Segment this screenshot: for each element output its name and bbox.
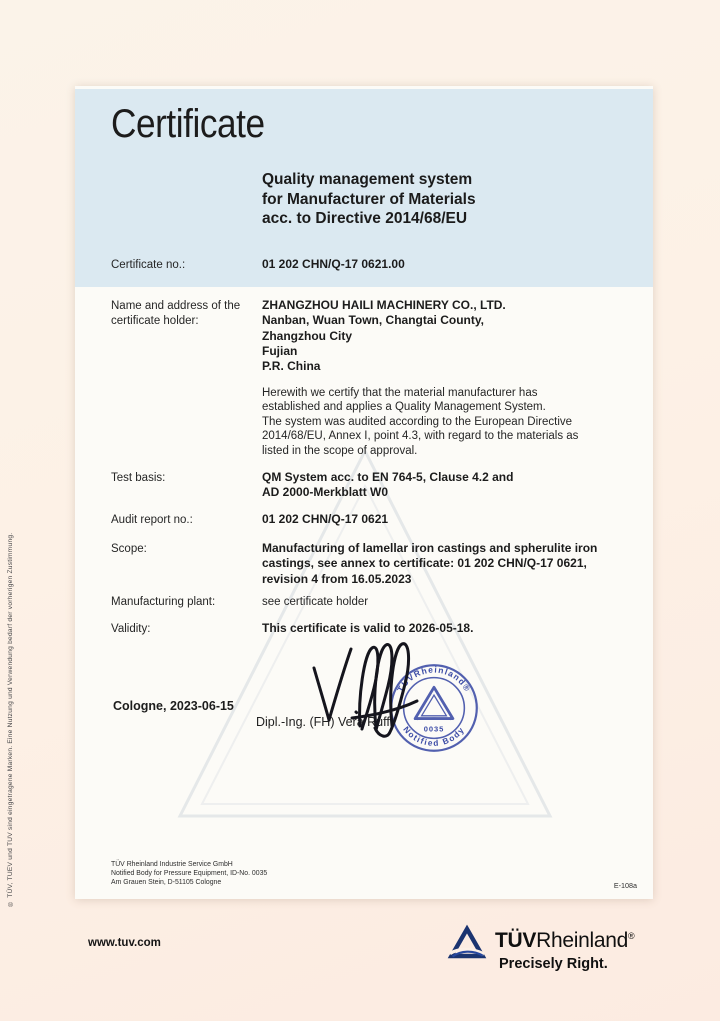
brand-tagline: Precisely Right. <box>499 956 608 972</box>
holder-value-line: Zhangzhou City <box>262 328 352 343</box>
subtitle-line: Quality management system <box>262 171 473 188</box>
signature-ink <box>308 638 420 740</box>
scope-value: Manufacturing of lamellar iron castings and spherulite iron castings, see annex to certificate: 01 202 CHN/Q-17 0621, revision 4 from 16.05.2023 <box>262 541 598 586</box>
plant-label: Manufacturing plant: <box>111 596 216 608</box>
intro-line: 2014/68/EU, Annex I, point 4.3, with regard to the materials as <box>262 430 579 443</box>
tuv-logo-triangle-icon <box>450 927 484 958</box>
brand-regular: Rheinland <box>536 929 628 952</box>
holder-value <box>262 298 506 374</box>
validity-value: This certificate is valid to 2026-05-18. <box>262 621 474 635</box>
subtitle-line: for Manufacturer of Materials <box>262 190 476 208</box>
intro-line: listed in the scope of approval. <box>262 444 418 457</box>
certification-statement <box>262 386 578 458</box>
tuv-url: www.tuv.com <box>88 937 161 949</box>
intro-line: established and applies a Quality Management System. <box>262 401 546 414</box>
certificate-no-value: 01 202 CHN/Q-17 0621.00 <box>262 257 405 271</box>
place-date: Cologne, 2023-06-15 <box>113 699 234 713</box>
issuer-line: Am Grauen Stein, D-51105 Cologne <box>111 878 222 886</box>
holder-value-line: P.R. China <box>262 359 321 374</box>
form-code: E-108a <box>613 881 637 890</box>
stamp-number: 0035 <box>423 724 445 734</box>
subtitle-line: acc. to Directive 2014/68/EU <box>262 210 468 227</box>
issuer-block <box>111 861 267 887</box>
holder-value-line: Fujian <box>262 343 298 358</box>
issuer-line: Notified Body for Pressure Equipment, ID-No. 0035 <box>111 869 268 877</box>
test-basis-label: Test basis: <box>111 472 166 484</box>
intro-line: Herewith we certify that the material manufacturer has <box>262 387 538 399</box>
scope-label: Scope: <box>111 543 147 555</box>
intro-line: The system was audited according to the European Directive <box>262 415 573 428</box>
holder-value-line: Nanban, Wuan Town, Changtai County, <box>262 313 484 328</box>
registered-mark: ® <box>627 931 635 941</box>
page-title: Certificate <box>111 102 265 146</box>
trademark-side-note: ® TÜV, TUEV und TUV sind eingetragene Marken. Eine Nutzung und Verwendung bedarf der vorherigen Zustimmung. <box>7 532 14 907</box>
plant-value: see certificate holder <box>262 596 369 608</box>
subtitle <box>262 170 476 229</box>
test-basis-value: QM System acc. to EN 764-5, Clause 4.2 and AD 2000-Merkblatt W0 <box>262 470 514 500</box>
signer-name: Dipl.-Ing. (FH) Vera Ruff <box>256 715 390 729</box>
audit-report-label: Audit report no.: <box>111 514 193 526</box>
certificate-no-label: Certificate no.: <box>111 259 186 271</box>
issuer-line: TÜV Rheinland Industrie Service GmbH <box>111 861 233 868</box>
holder-label: Name and address of the certificate holder: <box>111 300 241 327</box>
brand-name <box>495 929 634 953</box>
stamp-top-text: TÜVRheinland® <box>394 664 473 694</box>
stamp-bottom-text: Notified Body <box>401 724 467 748</box>
certificate-paper <box>75 86 653 899</box>
audit-report-value: 01 202 CHN/Q-17 0621 <box>262 512 389 526</box>
holder-value-line: ZHANGZHOU HAILI MACHINERY CO., LTD. <box>262 298 506 312</box>
validity-label: Validity: <box>111 623 151 635</box>
brand-bold: TÜV <box>495 929 537 952</box>
